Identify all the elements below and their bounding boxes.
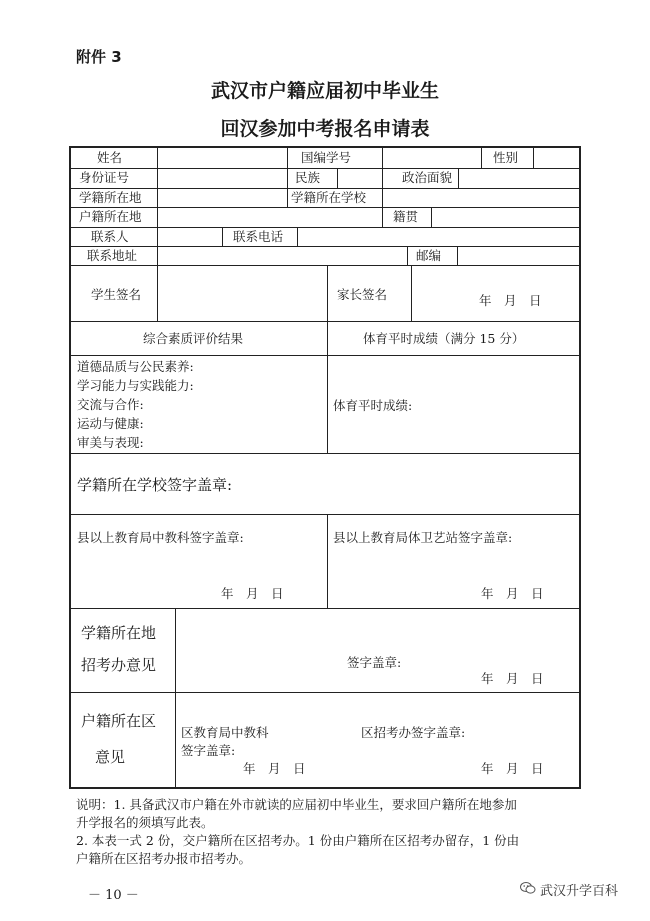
label-name: 姓名 [97, 150, 123, 165]
county-edu-date: 年 月 日 [221, 586, 284, 601]
district-edu-date: 年 月 日 [243, 761, 306, 776]
label-parent-signature: 家长签名 [337, 287, 388, 302]
office-opinion-date: 年 月 日 [481, 671, 544, 686]
note-line: 说明：1. 具备武汉市户籍在外市就读的应届初中毕业生，要求回户籍所在地参加 [76, 797, 517, 812]
label-pe-header: 体育平时成绩（满分 15 分） [363, 331, 525, 346]
label-pe-score: 体育平时成绩: [333, 398, 413, 413]
label-district-edu-line2: 签字盖章: [181, 743, 236, 758]
label-county-pe-stamp: 县以上教育局体卫艺站签字盖章: [333, 530, 513, 545]
note-line: 2. 本表一式 2 份，交户籍所在区招考办。1 份由户籍所在区招考办留存，1 份由 [76, 833, 520, 848]
attachment-label: 附件 3 [76, 48, 122, 66]
label-school-location: 学籍所在地 [79, 190, 142, 205]
eval-item-health: 运动与健康: [77, 416, 144, 431]
watermark [520, 880, 618, 899]
label-county-edu-stamp: 县以上教育局中教科签字盖章: [77, 530, 244, 545]
label-political-status: 政治面貌 [402, 170, 453, 185]
label-ethnicity: 民族 [295, 170, 321, 185]
parent-sign-date: 年 月 日 [479, 293, 542, 308]
label-office-opinion-line1: 学籍所在地 [81, 624, 157, 642]
label-gender: 性别 [493, 150, 519, 165]
label-student-signature: 学生签名 [91, 287, 142, 302]
application-form-table [69, 146, 581, 789]
note-line: 升学报名的须填写此表。 [76, 815, 214, 830]
note-line: 户籍所在区招考办报市招考办。 [76, 851, 252, 866]
label-id-no: 身份证号 [79, 170, 130, 185]
watermark-text: 武汉升学百科 [540, 884, 619, 899]
label-school-name: 学籍所在学校 [291, 190, 367, 205]
label-native-place: 籍贯 [393, 209, 419, 224]
label-contact-person: 联系人 [91, 229, 129, 244]
wechat-icon [520, 881, 536, 899]
form-notes [76, 796, 586, 868]
label-eval-header: 综合素质评价结果 [143, 331, 244, 346]
label-hukou-location: 户籍所在地 [79, 209, 142, 224]
county-pe-date: 年 月 日 [481, 586, 544, 601]
eval-item-aesthetics: 审美与表现: [77, 435, 144, 450]
label-district-edu-line1: 区教育局中教科 [181, 725, 269, 740]
label-school-stamp: 学籍所在学校签字盖章: [77, 476, 233, 494]
label-office-sign-stamp: 签字盖章: [347, 655, 402, 670]
label-contact-address: 联系地址 [87, 248, 138, 263]
eval-item-cooperation: 交流与合作: [77, 397, 144, 412]
label-district-office-stamp: 区招考办签字盖章: [361, 725, 466, 740]
district-office-date: 年 月 日 [481, 761, 544, 776]
label-office-opinion-line2: 招考办意见 [81, 656, 157, 674]
eval-item-learning: 学习能力与实践能力: [77, 378, 194, 393]
label-postcode: 邮编 [416, 248, 442, 263]
label-student-no: 国编学号 [301, 150, 352, 165]
label-contact-phone: 联系电话 [233, 229, 284, 244]
label-hukou-opinion-line2: 意见 [95, 748, 126, 766]
page-number: － 10 － [88, 888, 139, 903]
form-title-line2: 回汉参加中考报名申请表 [220, 118, 430, 140]
form-title-line1: 武汉市户籍应届初中毕业生 [210, 80, 439, 102]
eval-item-morality: 道德品质与公民素养: [77, 359, 194, 374]
label-hukou-opinion-line1: 户籍所在区 [81, 712, 157, 730]
